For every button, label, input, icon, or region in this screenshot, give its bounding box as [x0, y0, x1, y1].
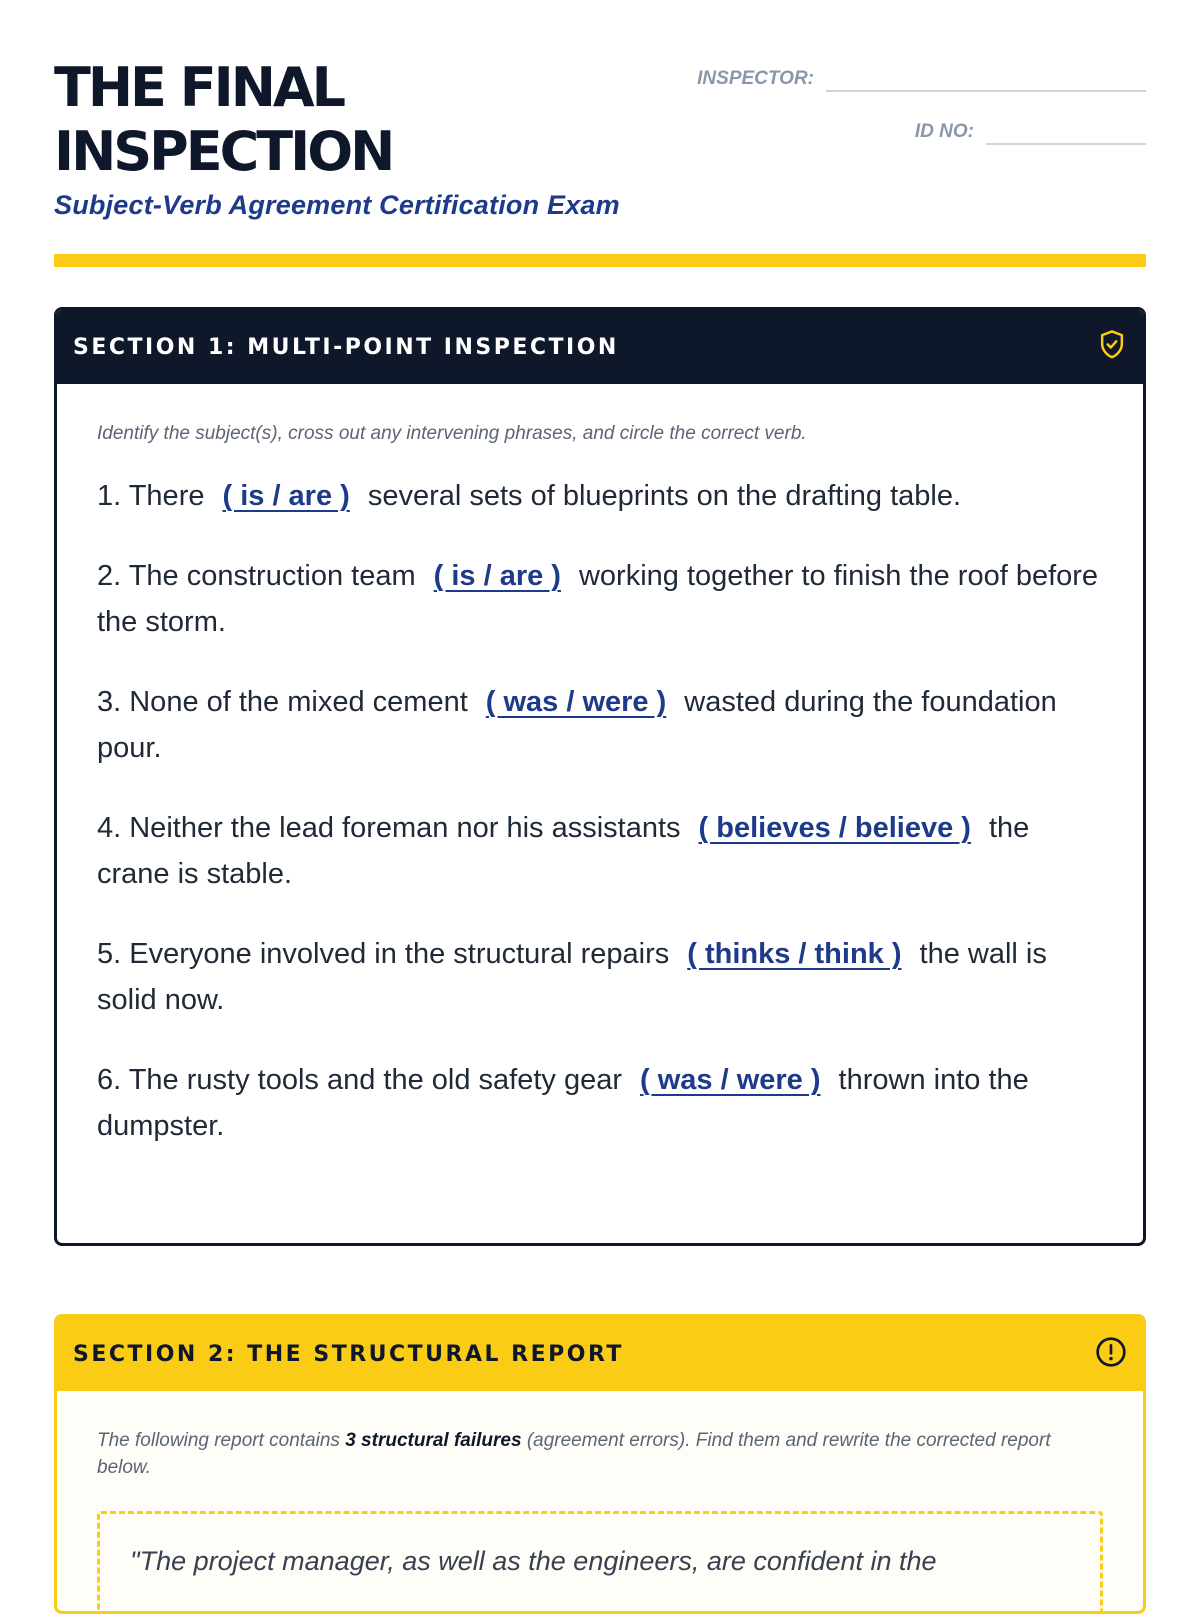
verb-choice[interactable]: ( is / are )	[222, 480, 350, 512]
id-blank-line[interactable]	[986, 113, 1146, 145]
section-1-body	[57, 384, 1143, 1149]
verb-choice[interactable]: ( was / were )	[485, 686, 667, 718]
title-line-1: THE FINAL	[54, 56, 344, 119]
report-text: "The project manager, as well as the engineers, are confident in the	[130, 1546, 937, 1576]
question-text: working together to finish the roof before the storm.	[97, 560, 1099, 638]
inspector-label: INSPECTOR:	[697, 68, 814, 89]
question-text: 2. The construction team	[97, 560, 416, 592]
section-2-instructions	[97, 1427, 1103, 1481]
worksheet-page	[54, 0, 1146, 1576]
page-title	[54, 56, 620, 184]
question-text: 3. None of the mixed cement	[97, 686, 468, 718]
header-accent-rule	[54, 254, 1146, 267]
inspector-field	[697, 60, 1146, 92]
question-text: 6. The rusty tools and the old safety gear	[97, 1064, 623, 1096]
verb-choice[interactable]: ( was / were )	[640, 1064, 821, 1096]
question-text: 4. Neither the lead foreman nor his assistants	[97, 812, 681, 844]
question-list	[97, 473, 1103, 1149]
instructions-emphasis: 3 structural failures	[345, 1430, 522, 1451]
question-text: the crane is stable.	[97, 812, 1030, 890]
title-line-2: INSPECTION	[54, 120, 393, 183]
question-item	[97, 931, 1103, 1023]
id-field	[915, 113, 1146, 145]
section-1-title: SECTION 1: MULTI-POINT INSPECTION	[73, 334, 619, 360]
question-item	[97, 805, 1103, 897]
section-2-card	[54, 1314, 1146, 1614]
inspector-blank-line[interactable]	[826, 60, 1146, 92]
question-item	[97, 1057, 1103, 1149]
question-text: 1. There	[97, 480, 205, 512]
question-text: several sets of blueprints on the drafting table.	[367, 480, 962, 512]
question-text: 5. Everyone involved in the structural repairs	[97, 938, 670, 970]
question-item	[97, 553, 1103, 645]
instructions-text: (agreement errors). Find them and rewrite the corrected report below.	[97, 1430, 1051, 1478]
question-text: thrown into the dumpster.	[97, 1064, 1029, 1142]
report-box	[97, 1511, 1103, 1614]
section-1-card	[54, 307, 1146, 1246]
section-1-header	[57, 310, 1143, 384]
alert-circle-icon	[1095, 1336, 1127, 1373]
question-item	[97, 473, 1103, 519]
section-2-header	[57, 1317, 1143, 1391]
id-label: ID NO:	[914, 121, 974, 142]
section-1-instructions: Identify the subject(s), cross out any intervening phrases, and circle the correct verb.	[97, 423, 807, 444]
verb-choice[interactable]: ( believes / believe )	[698, 812, 971, 844]
question-item	[97, 679, 1103, 771]
shield-check-icon	[1097, 329, 1127, 366]
page-subtitle: Subject-Verb Agreement Certification Exam	[54, 190, 620, 220]
question-text: wasted during the foundation pour.	[97, 686, 1057, 764]
verb-choice[interactable]: ( thinks / think )	[687, 938, 902, 970]
question-text: the wall is solid now.	[97, 938, 1047, 1016]
worksheet-header	[54, 0, 1146, 266]
instructions-text: The following report contains	[97, 1430, 340, 1451]
verb-choice[interactable]: ( is / are )	[433, 560, 561, 592]
section-2-body	[57, 1391, 1143, 1614]
title-block	[54, 56, 620, 221]
section-2-title: SECTION 2: THE STRUCTURAL REPORT	[73, 1341, 624, 1367]
